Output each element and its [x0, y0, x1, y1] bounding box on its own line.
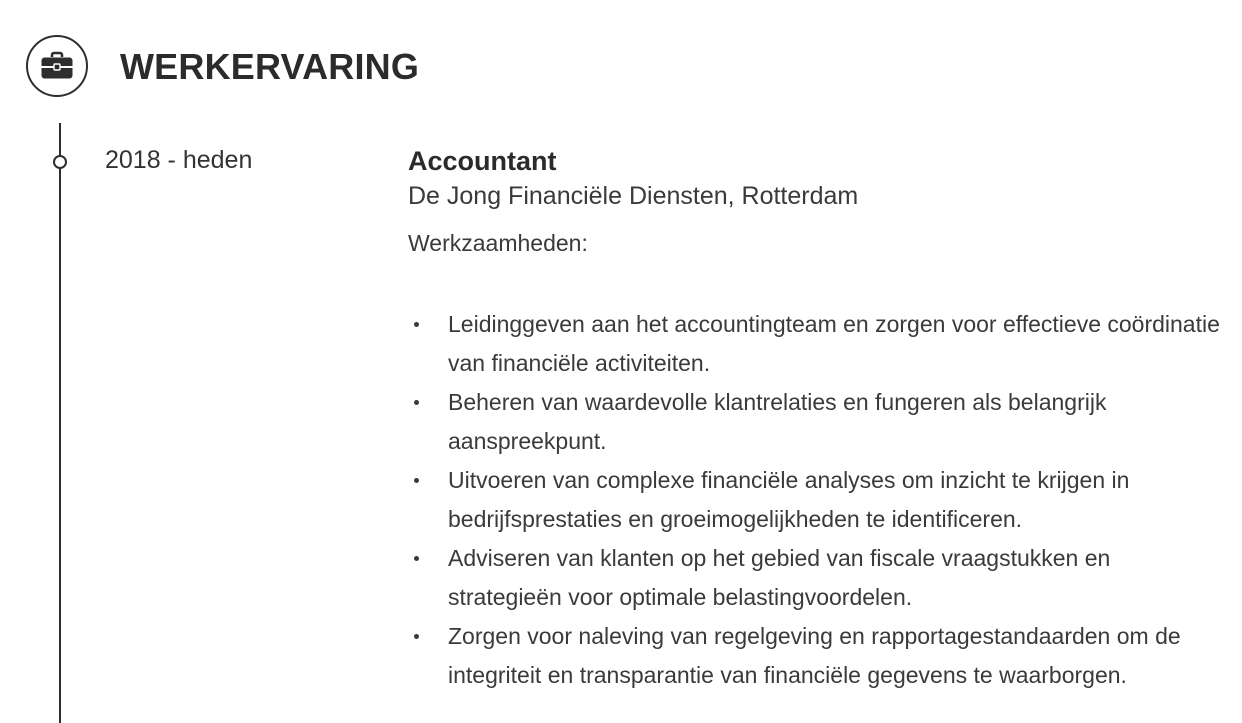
- tasks-label: Werkzaamheden:: [408, 230, 588, 256]
- task-item: Zorgen voor naleving van regelgeving en rapportagestandaarden om de integriteit en transparantie van financiële gegevens te waarborgen.: [408, 617, 1228, 695]
- briefcase-icon: [40, 51, 74, 81]
- section-icon-circle: [26, 35, 88, 97]
- job-entry: [408, 143, 1228, 695]
- task-item: Leidinggeven aan het accountingteam en zorgen voor effectieve coördinatie van financiële activiteiten.: [408, 305, 1228, 383]
- job-company: De Jong Financiële Diensten, Rotterdam: [408, 182, 859, 210]
- task-item: Adviseren van klanten op het gebied van fiscale vraagstukken en strategieën voor optimale belastingvoordelen.: [408, 539, 1228, 617]
- task-item: Beheren van waardevolle klantrelaties en fungeren als belangrijk aanspreekpunt.: [408, 383, 1228, 461]
- section-title: WERKERVARING: [120, 46, 420, 87]
- timeline-line: [59, 123, 61, 723]
- timeline-dot: [53, 155, 67, 169]
- task-list: [408, 305, 1228, 695]
- job-title: Accountant: [408, 146, 557, 176]
- task-item: Uitvoeren van complexe financiële analyses om inzicht te krijgen in bedrijfsprestaties en groeimogelijkheden te identificeren.: [408, 461, 1228, 539]
- job-period: 2018 - heden: [105, 146, 253, 174]
